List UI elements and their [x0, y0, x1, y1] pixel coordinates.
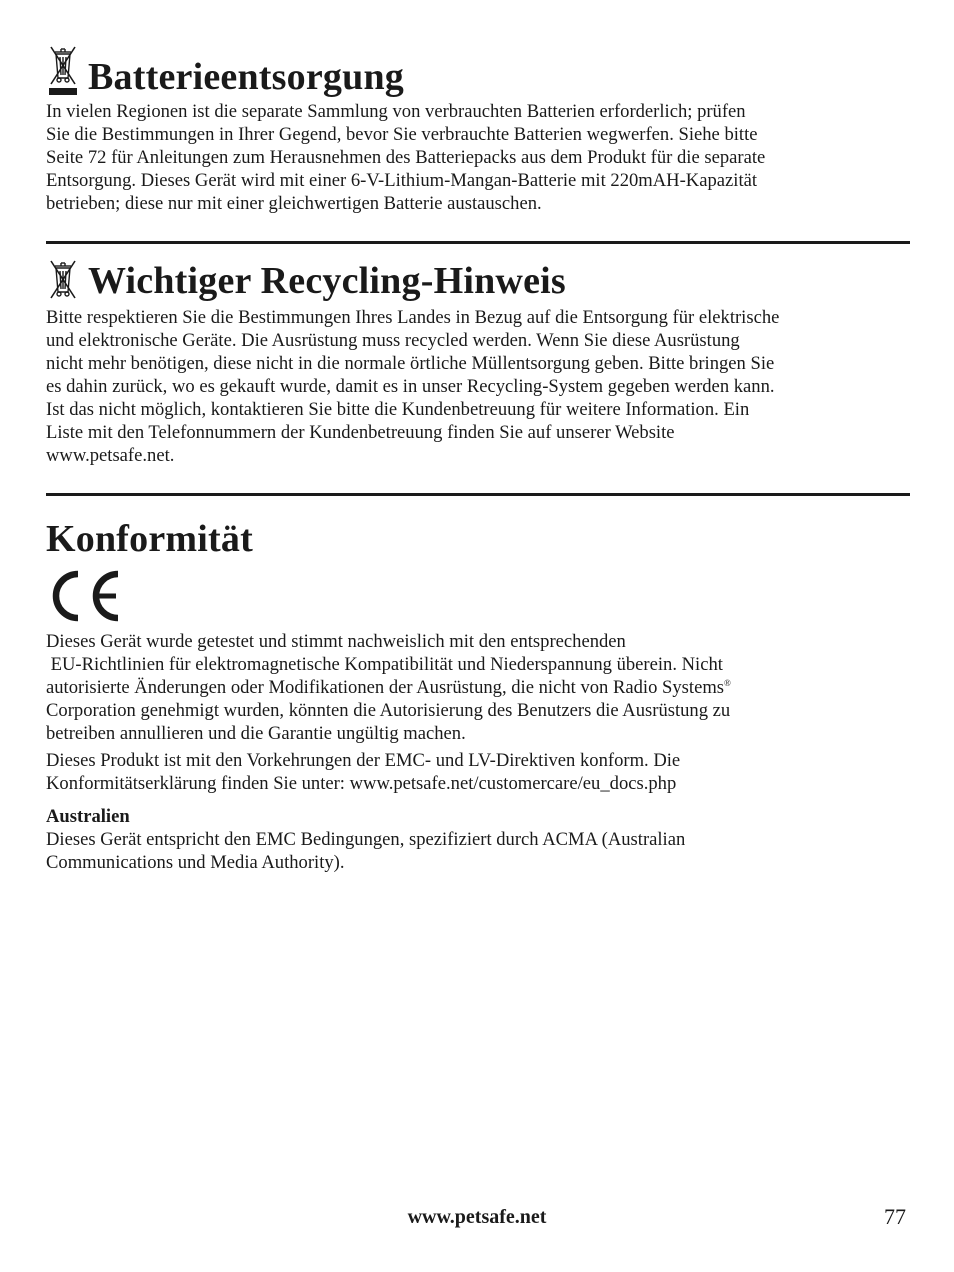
body-line: www.petsafe.net.: [46, 445, 175, 466]
registered-mark: ®: [724, 677, 731, 688]
body-line: Konformitätserklärung finden Sie unter: www.petsafe.net/customercare/eu_docs.php: [46, 773, 677, 794]
page-content: [46, 44, 910, 874]
body-line: Bitte respektieren Sie die Bestimmungen Ihres Landes in Bezug auf die Entsorgung für elektrische: [46, 307, 780, 328]
ce-mark-icon: [46, 568, 122, 624]
body-line: Dieses Gerät wurde getestet und stimmt nachweislich mit den entsprechenden: [46, 631, 626, 652]
body-line: betrieben; diese nur mit einer gleichwertigen Batterie austauschen.: [46, 193, 542, 214]
body-line: Communications und Media Authority).: [46, 852, 345, 873]
body-line: Seite 72 für Anleitungen zum Herausnehmen des Batteriepacks aus dem Produkt für die separate: [46, 147, 766, 168]
australia-block: [46, 805, 910, 874]
body-line: Sie die Bestimmungen in Ihrer Gegend, bevor Sie verbrauchte Batterien wegwerfen. Siehe bitte: [46, 124, 758, 145]
recycling-heading-row: [46, 258, 910, 300]
crossed-out-bin-icon: [46, 258, 80, 300]
body-line: Ist das nicht möglich, kontaktieren Sie bitte die Kundenbetreuung für weitere Information. Ein: [46, 399, 750, 420]
conformity-title: Konformität: [46, 518, 253, 560]
body-line: und elektronische Geräte. Die Ausrüstung muss recycled werden. Wenn Sie diese Ausrüstung: [46, 330, 740, 351]
body-line: EU-Richtlinien für elektromagnetische Kompatibilität und Niederspannung überein. Nicht: [46, 654, 723, 675]
body-line: In vielen Regionen ist die separate Sammlung von verbrauchten Batterien erforderlich; prüfen: [46, 101, 746, 122]
page-number: 77: [884, 1204, 906, 1229]
body-line: betreiben annullieren und die Garantie ungültig machen.: [46, 723, 466, 744]
australia-heading: Australien: [46, 806, 130, 827]
body-line-text: autorisierte Änderungen oder Modifikationen der Ausrüstung, die nicht von Radio Systems: [46, 677, 725, 698]
body-line: nicht mehr benötigen, diese nicht in die normale örtliche Müllentsorgung geben. Bitte bringen Sie: [46, 353, 775, 374]
battery-body: [46, 100, 910, 215]
recycling-body: [46, 306, 910, 467]
body-line: Dieses Gerät entspricht den EMC Bedingungen, spezifiziert durch ACMA (Australian: [46, 829, 686, 850]
section-battery-disposal: [46, 44, 910, 215]
section-divider: [46, 493, 910, 496]
battery-heading-row: [46, 44, 910, 96]
conformity-paragraph-2: [46, 749, 910, 795]
recycling-title: Wichtiger Recycling-Hinweis: [88, 260, 566, 302]
footer-website: www.petsafe.net: [407, 1206, 547, 1228]
body-line: Corporation genehmigt wurden, könnten die Autorisierung des Benutzers die Ausrüstung zu: [46, 700, 731, 721]
battery-title: Batterieentsorgung: [88, 56, 404, 98]
body-line: Liste mit den Telefonnummern der Kundenbetreuung finden Sie auf unserer Website: [46, 422, 675, 443]
section-recycling-notice: [46, 258, 910, 467]
body-line: Entsorgung. Dieses Gerät wird mit einer 6-V-Lithium-Mangan-Batterie mit 220mAH-Kapazität: [46, 170, 758, 191]
conformity-paragraph-1: [46, 630, 910, 745]
section-conformity: [46, 520, 910, 874]
body-line: Dieses Produkt ist mit den Vorkehrungen der EMC- und LV-Direktiven konform. Die: [46, 750, 681, 771]
body-line: es dahin zurück, wo es gekauft wurde, damit es in unser Recycling-System gegeben werden kann.: [46, 376, 775, 397]
section-divider: [46, 241, 910, 244]
crossed-out-bin-icon: [46, 44, 80, 96]
body-line: [46, 676, 910, 699]
